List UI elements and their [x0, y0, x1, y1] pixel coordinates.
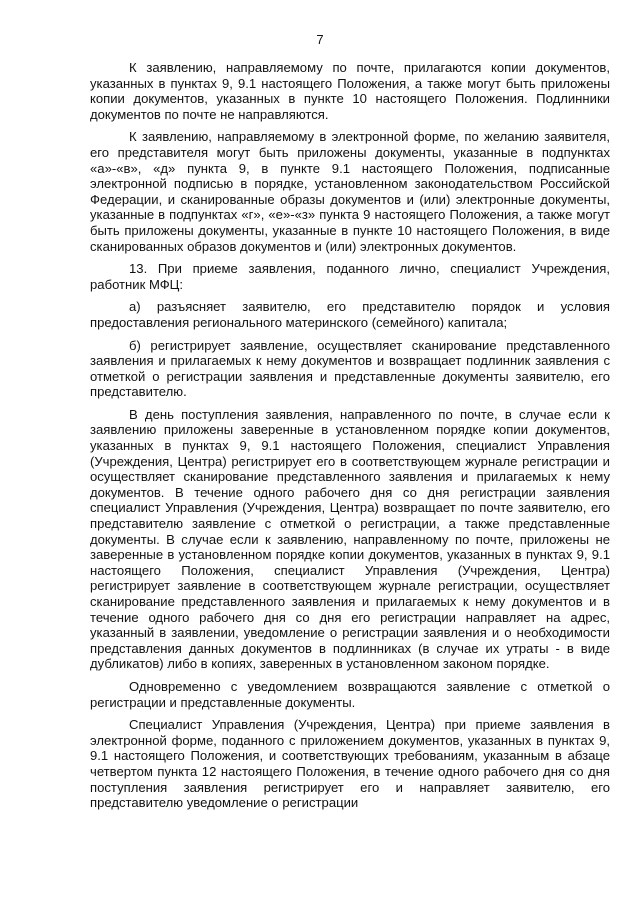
document-body [90, 60, 610, 811]
paragraph-subitem-a: а) разъясняет заявителю, его представителю порядок и условия предоставления регионального материнского (семейного) капитала; [90, 299, 610, 330]
paragraph-mail-registration: В день поступления заявления, направленного по почте, в случае если к заявлению приложены заверенные в установленном порядке копии документов, указанных в пунктах 9, 9.1 настоящего Положения, специалист Управления (Учреждения, Центра) регистрирует его в соответствующем журнале регистрации и осуществляет сканирование представленного заявления и прилагаемых к нему документов. В течение одного рабочего дня со дня регистрации заявления специалист Управления (Учреждения, Центра) возвращает по почте заявителю, его представителю заявление с отметкой о регистрации, а также представленные документы. В случае если к заявлению, направленному по почте, приложены не заверенные в установленном порядке копии документов, указанных в пунктах 9, 9.1 настоящего Положения, специалист Управления (Учреждения, Центра) регистрирует заявление в соответствующем журнале регистрации, осуществляет сканирование представленного заявления и прилагаемых к нему документов и в течение одного рабочего дня со дня его регистрации направляет на адрес, указанный в заявлении, уведомление о регистрации заявления и о необходимости представления данных документов в подлинниках (в случае их утраты - в виде дубликатов) либо в копиях, заверенных в установленном законом порядке. [90, 406, 610, 672]
paragraph-item-13: 13. При приеме заявления, поданного лично, специалист Учреждения, работник МФЦ: [90, 261, 610, 292]
paragraph-subitem-b: б) регистрирует заявление, осуществляет сканирование представленного заявления и прилагаемых к нему документов и возвращает подлинник заявления с отметкой о регистрации заявления и представленные документы заявителю, его представителю. [90, 337, 610, 400]
paragraph-electronic-registration: Специалист Управления (Учреждения, Центра) при приеме заявления в электронной форме, поданного с приложением документов, указанных в пунктах 9, 9.1 настоящего Положения, и соответствующих требованиям, указанным в абзаце четвертом пункта 12 настоящего Положения, в течение одного рабочего дня со дня поступления заявления регистрирует его и направляет заявителю, его представителю уведомление о регистрации [90, 717, 610, 811]
paragraph-mail-attachments: К заявлению, направляемому по почте, прилагаются копии документов, указанных в пунктах 9, 9.1 настоящего Положения, а также могут быть приложены копии документов, указанных в пункте 10 настоящего Положения. Подлинники документов по почте не направляются. [90, 60, 610, 122]
paragraph-electronic-attachments: К заявлению, направляемому в электронной форме, по желанию заявителя, его представителя могут быть приложены документы, указанные в подпунктах «а»-«в», «д» пункта 9, в пункте 9.1 настоящего Положения, подписанные электронной подписью в порядке, установленном законодательством Российской Федерации, и сканированные образы документов и (или) электронные документы, указанные в подпунктах «г», «е»-«з» пункта 9 настоящего Положения, а также могут быть приложены документы, указанные в пункте 10 настоящего Положения, в виде сканированных образов документов и (или) электронных документов. [90, 129, 610, 254]
page-number: 7 [316, 32, 324, 47]
paragraph-return-documents: Одновременно с уведомлением возвращаются заявление с отметкой о регистрации и представленные документы. [90, 678, 610, 710]
